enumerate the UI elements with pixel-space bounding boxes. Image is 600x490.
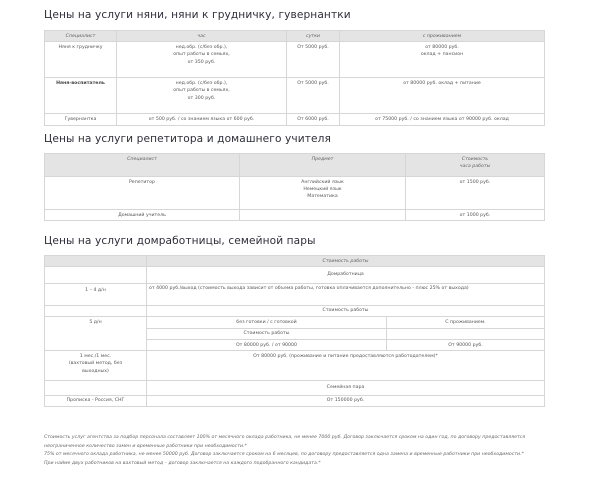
table-cell: 5 д/н: [45, 317, 147, 351]
table-cell: от 1000 руб.: [406, 210, 545, 221]
table-cell: [240, 210, 406, 221]
table-cell: Няня к грудничку: [45, 42, 117, 78]
table-cell: от 1500 руб.: [406, 177, 545, 210]
footnote: Стоимость услуг агентства за подбор персонала составляет 100% от месячного оклада работника, не менее 7000 руб. Договор заключается сроком на один год, по договору предоставляется неограниченное количество замен и временные работники при необходимости.*: [44, 435, 526, 449]
table-cell: Гувернантка: [45, 114, 117, 125]
header-cell: с проживанием: [340, 31, 545, 42]
table-row: [45, 351, 545, 381]
table-cell: Стоимость работы: [147, 305, 545, 316]
table-cell: [45, 305, 147, 316]
table-cell: Домработница: [147, 267, 545, 283]
table-row: [45, 317, 545, 328]
table-cell: От 150000 руб.: [147, 395, 545, 406]
section-title-nanny: Цены на услуги няни, няни к грудничку, гувернантки: [44, 9, 351, 21]
table-header-row: [45, 31, 545, 42]
table-cell: 1 – 4 д/н: [45, 283, 147, 305]
header-cell: Предмет: [240, 154, 406, 177]
tutor-price-table: [44, 153, 545, 221]
table-cell: от 80000 руб. оклад + пансион: [340, 42, 545, 78]
table-cell: от 4000 руб./выход (стоимость выхода зависит от объема работы, готовка оплачивается дополнительно - плюс 25% от выхода): [147, 283, 545, 305]
table-cell: Прописка - Россия, СНГ: [45, 395, 147, 406]
header-cell: Специалист: [45, 154, 240, 177]
header-cell: сутки: [287, 31, 340, 42]
table-cell: Домашний учитель: [45, 210, 240, 221]
table-cell: Няня-воспитатель: [45, 78, 117, 114]
table-cell: нед.обр. (с/без обр.), опыт работы в семьях, от 350 руб.: [117, 42, 287, 78]
table-cell: Английский язык Немецкий язык Математика: [240, 177, 406, 210]
table-cell: От 90000 руб.: [387, 340, 545, 351]
table-row: [45, 210, 545, 221]
table-cell: От 5000 руб.: [287, 42, 340, 78]
table-cell: от 80000 руб. оклад + питание: [340, 78, 545, 114]
footnote: При найме двух работников на вахтовый метод – договор заключается на каждого подобранного кандидата.*: [44, 460, 321, 466]
table-cell: [387, 328, 545, 339]
table-cell: От 80000 руб. / от 90000: [147, 340, 387, 351]
table-header-row: [45, 154, 545, 177]
table-cell: Семейная пара: [147, 381, 545, 395]
table-row: [45, 395, 545, 406]
header-cell: Стоимость часа работы: [406, 154, 545, 177]
section-title-housekeeper: Цены на услуги домработницы, семейной пары: [44, 235, 316, 247]
table-cell: Репетитор: [45, 177, 240, 210]
header-cell: Специалист: [45, 31, 117, 42]
table-row: [45, 114, 545, 125]
table-row: [45, 78, 545, 114]
table-cell: От 5000 руб.: [287, 78, 340, 114]
table-cell: [45, 267, 147, 283]
table-row: [45, 283, 545, 305]
footnotes: [44, 434, 544, 468]
footnote: 75% от месячного оклада работника, не менее 50000 руб. Договор заключается сроком на 6 месяцев, по договору предоставляется одна замена и временные работники при необходимости.*: [44, 452, 524, 458]
header-cell: час: [117, 31, 287, 42]
table-cell: без готовки / с готовкой: [147, 317, 387, 328]
table-cell: [45, 381, 147, 395]
table-cell: нед.обр. (с/без обр.), опыт работы в семьях, от 300 руб.: [117, 78, 287, 114]
table-cell: От 6000 руб.: [287, 114, 340, 125]
table-cell: Стоимость работы: [147, 328, 387, 339]
table-row: [45, 267, 545, 283]
table-row: [45, 42, 545, 78]
header-cell: [45, 256, 147, 267]
table-row: [45, 381, 545, 395]
header-cell: Стоимость работы: [147, 256, 545, 267]
table-cell: от 500 руб. / со знанием языка от 600 руб.: [117, 114, 287, 125]
housekeeper-price-table: [44, 255, 545, 407]
table-header-row: [45, 256, 545, 267]
table-cell: от 75000 руб. / со знанием языка от 90000 руб. оклад: [340, 114, 545, 125]
table-cell: От 80000 руб. (проживание и питание предоставляются работодателем)*: [147, 351, 545, 381]
table-cell: 1 мес./1 мес. (вахтовый метод, без выходных): [45, 351, 147, 381]
table-cell: С проживанием.: [387, 317, 545, 328]
table-row: [45, 177, 545, 210]
nanny-price-table: [44, 30, 545, 126]
section-title-tutor: Цены на услуги репетитора и домашнего учителя: [44, 133, 331, 145]
table-row: [45, 305, 545, 316]
